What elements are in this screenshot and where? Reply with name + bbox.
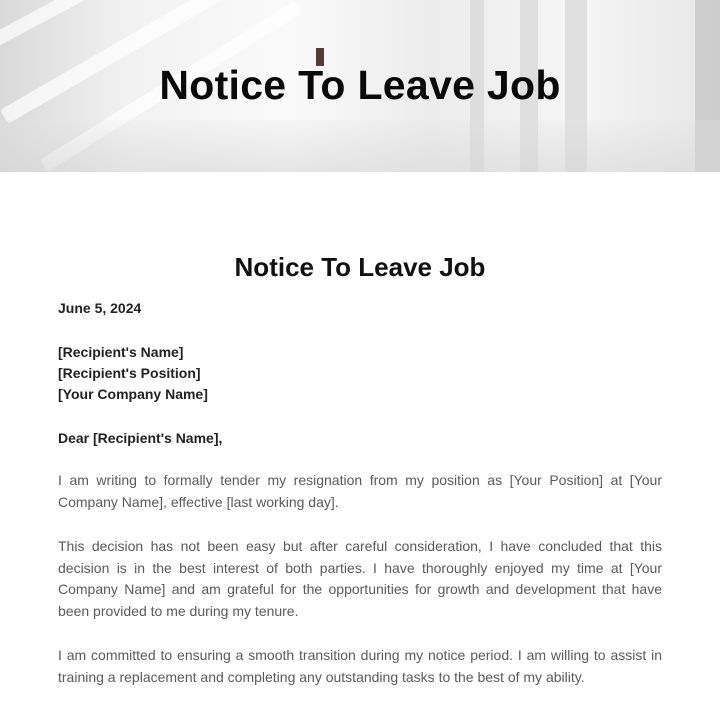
banner-title: Notice To Leave Job — [159, 62, 561, 108]
paragraph: I am writing to formally tender my resignation from my position as [Your Position] at [Your Company Name], effective [last working day]. — [58, 472, 662, 510]
document-title: Notice To Leave Job — [234, 252, 486, 282]
paragraph: I am committed to ensuring a smooth transition during my notice period. I am willing to assist in training a replacement and completing any outstanding tasks to the best of my ability. — [58, 647, 662, 685]
banner-floor — [0, 120, 720, 172]
company-name: [Your Company Name] — [58, 386, 208, 402]
paragraph: This decision has not been easy but after careful consideration, I have concluded that this decision is in the best interest of both parties. I have thoroughly enjoyed my time at [Your Company Name] and am grateful for the opportunities for growth and development that have been provided to me during my tenure. — [58, 538, 662, 620]
header-banner — [0, 0, 720, 172]
recipient-position: [Recipient's Position] — [58, 365, 201, 381]
recipient-name: [Recipient's Name] — [58, 344, 184, 360]
salutation: Dear [Recipient's Name], — [58, 430, 223, 446]
date: June 5, 2024 — [58, 300, 142, 316]
